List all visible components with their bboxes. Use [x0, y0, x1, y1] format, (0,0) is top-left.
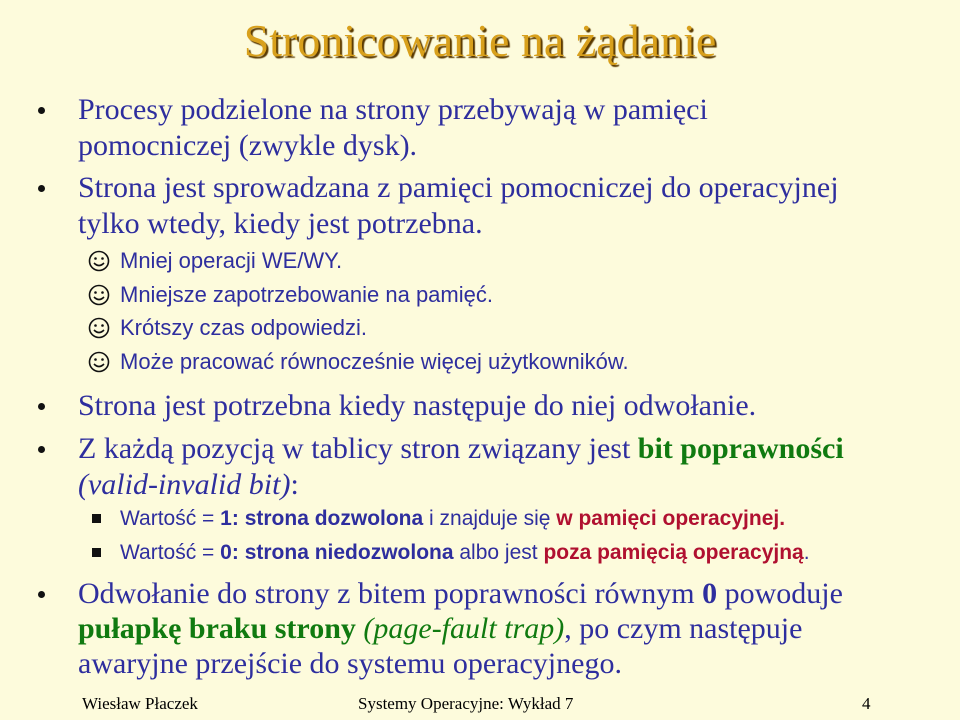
bullet-4-line-1	[78, 432, 844, 466]
bullet-1-line-1: Procesy podzielone na strony przebywają w pamięci	[78, 93, 708, 126]
status: strona niedozwolona	[238, 541, 454, 564]
text: Wartość =	[120, 507, 221, 530]
text: Odwołanie do strony z bitem poprawności równym	[78, 577, 703, 610]
colon: :	[290, 468, 299, 501]
square-sub-bullet-1	[120, 506, 785, 532]
text: Wartość =	[120, 541, 221, 564]
footer-page-number: 4	[862, 694, 871, 713]
slide-title: Stronicowanie na żądanie	[243, 15, 717, 66]
bullet-5-line-1	[78, 577, 843, 611]
sub-bullet-3: Krótszy czas odpowiedzi.	[120, 315, 367, 340]
bullet-2-line-1: Strona jest sprowadzana z pamięci pomocniczej do operacyjnej	[78, 171, 839, 204]
dot-bullet-icon	[38, 403, 45, 410]
dot-bullet-icon	[38, 107, 45, 114]
page-fault-term: pułapkę braku strony	[78, 612, 356, 645]
status: strona dozwolona	[238, 507, 424, 530]
location: w pamięci operacyjnej.	[556, 507, 786, 530]
sub-bullet-4: Może pracować równocześnie więcej użytkowników.	[120, 349, 629, 374]
footer-course: Systemy Operacyjne: Wykład 7	[358, 694, 574, 713]
valid-invalid-term: (valid-invalid bit)	[78, 468, 291, 501]
smiley-icon	[88, 317, 110, 339]
text: , po czym następuje	[564, 612, 803, 645]
smiley-icon	[88, 351, 110, 373]
dot-bullet-icon	[38, 446, 45, 453]
bullet-3: Strona jest potrzebna kiedy następuje do niej odwołanie.	[78, 389, 757, 422]
text: powoduje	[717, 577, 843, 610]
dot-bullet-icon	[38, 591, 45, 598]
smiley-icon	[88, 284, 110, 306]
dot-bullet-icon	[38, 185, 45, 192]
value: 0:	[220, 541, 239, 564]
bullet-2-line-2: tylko wtedy, kiedy jest potrzebna.	[78, 207, 483, 240]
bullet-4-line-2	[78, 468, 299, 502]
square-bullet-icon	[92, 548, 101, 557]
bullet-5-line-3: awaryjne przejście do systemu operacyjnego.	[78, 647, 622, 680]
period: .	[803, 541, 810, 564]
square-sub-bullet-2	[120, 540, 810, 566]
page-fault-trap-term: (page-fault trap)	[363, 612, 565, 645]
sub-bullet-1: Mniej operacji WE/WY.	[120, 248, 343, 273]
location: poza pamięcią operacyjną	[543, 541, 804, 564]
bullet-4-text: Z każdą pozycją w tablicy stron związany jest	[78, 432, 638, 465]
smiley-icon	[88, 250, 110, 272]
square-bullet-icon	[92, 514, 101, 523]
footer-author: Wiesław Płaczek	[82, 694, 198, 713]
zero-value: 0	[702, 577, 718, 610]
valid-bit-term: bit poprawności	[637, 432, 844, 465]
text: albo jest	[453, 541, 544, 564]
bullet-5-line-2	[78, 612, 802, 646]
text: i znajduje się	[423, 507, 557, 530]
value: 1:	[220, 507, 239, 530]
bullet-1-line-2: pomocniczej (zwykle dysk).	[78, 129, 418, 162]
sub-bullet-2: Mniejsze zapotrzebowanie na pamięć.	[120, 282, 493, 307]
